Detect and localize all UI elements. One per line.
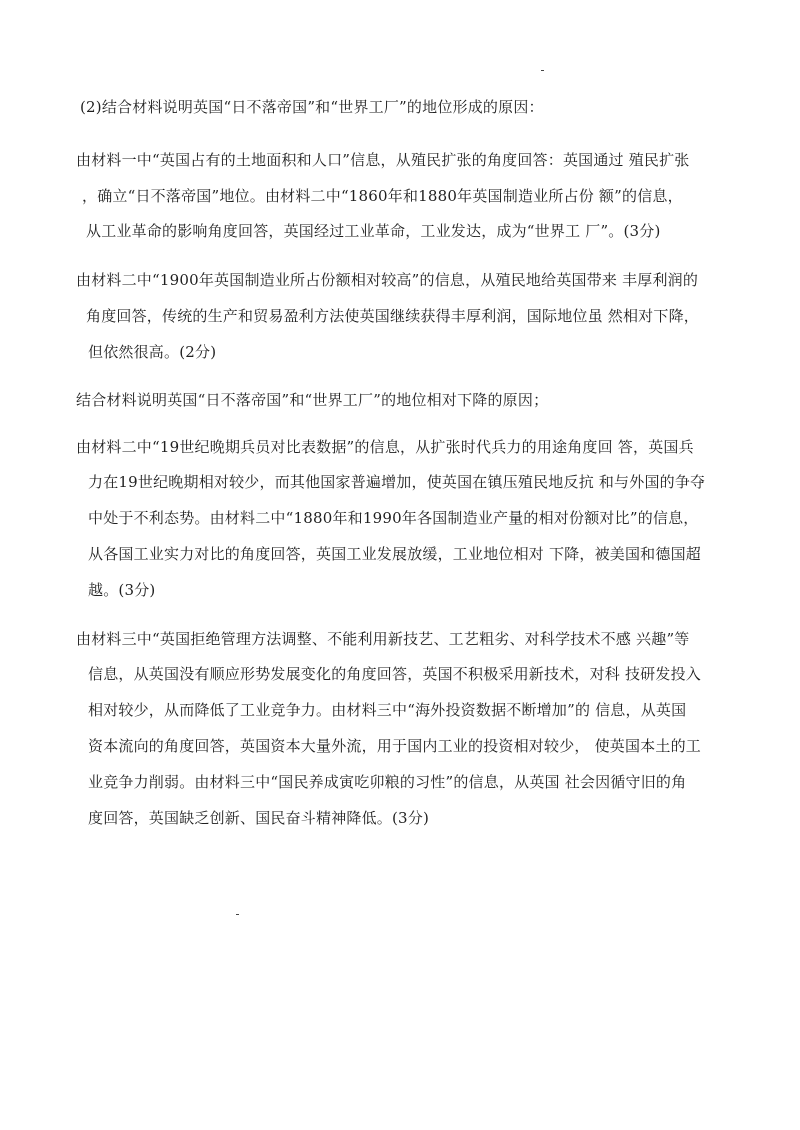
paragraph-line: 资本流向的角度回答，英国资本大量外流，用于国内工业的投资相对较少， 使英国本土的工 (88, 737, 701, 755)
paragraph-line: 但依然很高。(2分) (88, 343, 217, 361)
paragraph-line: 信息，从英国没有顺应形势发展变化的角度回答，英国不积极采用新技术，对科 技研发投入 (88, 665, 701, 683)
paragraph-line: 业竞争力削弱。由材料三中“国民养成寅吃卯粮的习性”的信息，从英国 社会因循守旧的角 (88, 773, 687, 791)
paragraph-line: 相对较少，从而降低了工业竞争力。由材料三中“海外投资数据不断增加”的 信息，从英国 (88, 701, 687, 719)
paragraph-line: ，确立“日不落帝国”地位。由材料二中“1860年和1880年英国制造业所占份 额”的信息， (82, 187, 683, 205)
paragraph-line: 从工业革命的影响角度回答，英国经过工业革命，工业发达，成为“世界工 厂”。(3分) (86, 222, 661, 240)
paragraph-line: 由材料三中“英国拒绝管理方法调整、不能利用新技艺、工艺粗劣、对科学技术不感 兴趣”等 (76, 630, 690, 648)
paragraph-line: 度回答，英国缺乏创新、国民奋斗精神降低。(3分) (88, 809, 430, 827)
paragraph-line: 由材料二中“19世纪晚期兵员对比表数据”的信息，从扩张时代兵力的用途角度回 答，英国兵 (76, 438, 694, 456)
paragraph-line: 由材料二中“1900年英国制造业所占份额相对较高”的信息，从殖民地给英国带来 丰厚利润的 (76, 271, 699, 289)
question-heading: (2)结合材料说明英国“日不落帝国”和“世界工厂”的地位形成的原因： (80, 98, 544, 116)
paragraph-line: 由材料一中“英国占有的土地面积和人口”信息，从殖民扩张的角度回答：英国通过 殖民扩张 (76, 151, 690, 169)
second-heading: 结合材料说明英国“日不落帝国”和“世界工厂”的地位相对下降的原因； (76, 391, 549, 409)
paragraph-line: 角度回答，传统的生产和贸易盈利方法使英国继续获得丰厚利润，国际地位虽 然相对下降， (86, 307, 699, 325)
paragraph-line: 越。(3分) (88, 581, 156, 599)
scan-speck-bottom (236, 914, 239, 915)
paragraph-line: 中处于不利态势。由材料二中“1880年和1990年各国制造业产量的相对份额对比”的信息， (88, 509, 699, 527)
scan-speck-top (541, 70, 544, 71)
paragraph-line: 力在19世纪晚期相对较少，而其他国家普遍增加，使英国在镇压殖民地反抗 和与外国的争夺 (88, 473, 706, 491)
paragraph-line: 从各国工业实力对比的角度回答，英国工业发展放缓，工业地位相对 下降，被美国和德国超 (88, 545, 701, 563)
